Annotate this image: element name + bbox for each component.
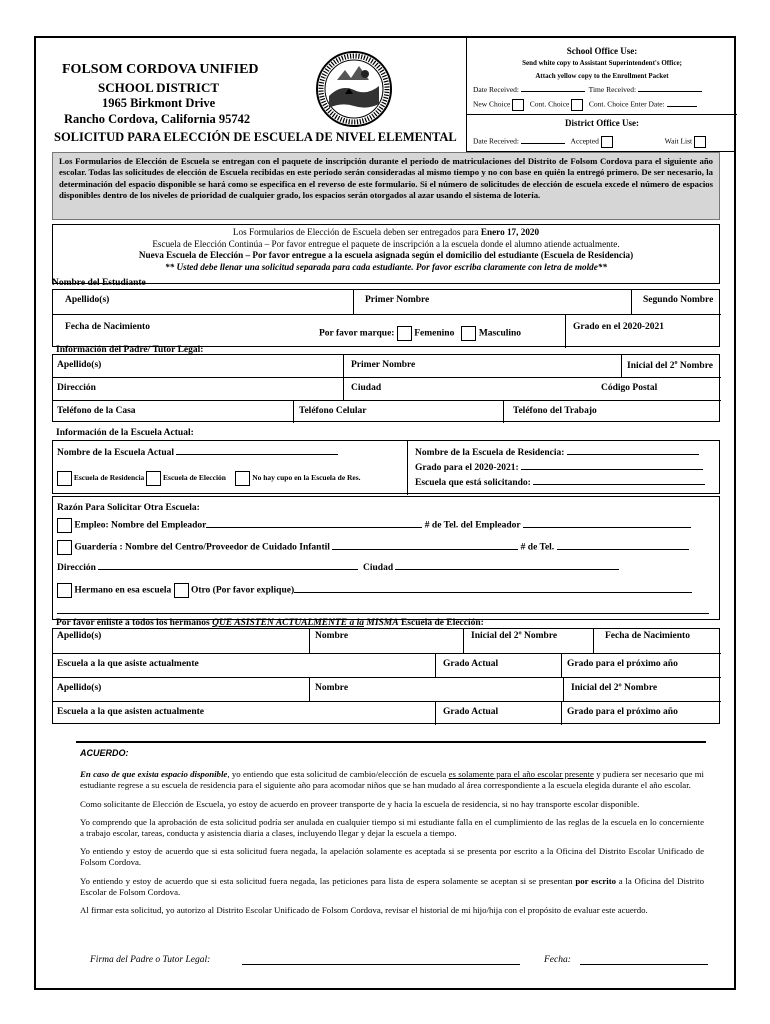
accepted-checkbox[interactable]	[601, 136, 613, 148]
requested-school-field[interactable]: Escuela que está solicitando:	[415, 478, 705, 488]
student-middle-name-field[interactable]: Segundo Nombre	[643, 295, 714, 305]
deadline-line: Los Formularios de Elección de Escuela deben ser entregados para Enero 17, 2020	[232, 227, 540, 237]
sibling2-grade-field[interactable]: Grado Actual	[443, 707, 499, 717]
sibling2-last-name-field[interactable]: Apellido(s)	[57, 683, 102, 693]
sibling-checkbox[interactable]	[57, 583, 72, 598]
no-space-checkbox[interactable]	[235, 471, 250, 486]
other-checkbox[interactable]	[174, 583, 189, 598]
office-use-title: School Office Use:	[566, 46, 638, 56]
signature-label: Firma del Padre o Tutor Legal:	[90, 955, 211, 965]
student-grade-field[interactable]: Grado en el 2020-2021	[573, 322, 665, 332]
sibling1-next-grade-field[interactable]: Grado para el próximo año	[567, 659, 678, 669]
cont-choice-checkbox[interactable]	[571, 99, 583, 111]
current-school-table	[52, 440, 720, 494]
daycare-address-row: Dirección Ciudad	[57, 563, 619, 573]
parent-zip-field[interactable]: Código Postal	[601, 383, 658, 393]
daycare-checkbox[interactable]	[57, 540, 72, 555]
daycare-name-field[interactable]	[332, 549, 518, 550]
sibling1-dob-field[interactable]: Fecha de Nacimiento	[605, 631, 690, 641]
separate-application-line: ** Usted debe llenar una solicitud separada para cada estudiante. Por favor escriba claramente con letra de molde**	[165, 261, 607, 272]
parent-section-title: Información del Padre/ Tutor Legal:	[56, 345, 204, 355]
sibling1-name-field[interactable]: Nombre	[315, 631, 349, 641]
student-last-name-field[interactable]: Apellido(s)	[65, 295, 110, 305]
form-page	[34, 36, 736, 990]
enrollment-notice: Los Formularios de Elección de Escuela se entregan con el paquete de inscripción durante el periodo de matriculaciones del Distrito de Folsom Cordova para el siguiente año escolar. Todas las solicitudes de elección de Escuela recibidas en este periodo serán consideradas al mismo tiempo y no con base en quién la entregó primero. De ser necesario, la determinación del espacio disponible se hará como se especifica en el reverso de este formulario. Si el número de solicitudes de elección de escuela excede el número de espacios disponibles dentro de los niveles de prioridad de cualquier grado, los espacios serán otorgados al azar usando el sistema de lotería.	[52, 152, 720, 220]
agreement-title: ACUERDO:	[80, 748, 129, 758]
agreement-top-rule	[76, 741, 706, 743]
reason-table	[52, 496, 720, 620]
agreement-paragraph-5: Yo entiendo y estoy de acuerdo que si esta solicitud fuera negada, las peticiones para lista de espera solamente se aceptan si se presentan por escrito a la Oficina del Distrito Escolar de Folsom Cordova.	[80, 875, 704, 897]
sibling1-school-field[interactable]: Escuela a la que asiste actualmente	[57, 659, 199, 669]
student-section-title: Nombre del Estudiante	[52, 278, 146, 288]
sibling1-last-name-field[interactable]: Apellido(s)	[57, 631, 102, 641]
date-received-field[interactable]: Date Received: Time Received:	[473, 85, 702, 94]
district-use-title: District Office Use:	[565, 118, 639, 128]
signature-line[interactable]	[242, 964, 520, 965]
office-use-note2: Attach yellow copy to the Enrollment Packet	[535, 72, 669, 80]
employer-name-field[interactable]	[206, 527, 422, 528]
choice-type-row: New Choice Cont. Choice Cont. Choice Enter Date:	[473, 99, 697, 111]
district-name: FOLSOM CORDOVA UNIFIED	[62, 62, 259, 77]
parent-last-name-field[interactable]: Apellido(s)	[57, 360, 102, 370]
parent-city-field[interactable]: Ciudad	[351, 383, 382, 393]
office-use-box	[466, 38, 736, 152]
parent-address-field[interactable]: Dirección	[57, 383, 96, 393]
agreement-paragraph-1: En caso de que exista espacio disponible, yo entiendo que esta solicitud de cambio/elección de escuela es solamente para el año escolar presente y pudiera ser necesario que mi estudiante regrese a su escuela de residencia para el siguiente año para acomodar niños que se han mudado al área correspondiente a la escuela elegida durante el año escolar.	[80, 769, 705, 791]
parent-middle-initial-field[interactable]: Inicial del 2$^o$ Nombre	[627, 360, 713, 372]
parent-first-name-field[interactable]: Primer Nombre	[351, 360, 416, 370]
wait-list-checkbox[interactable]	[694, 136, 706, 148]
female-checkbox[interactable]	[397, 326, 412, 341]
district-subtitle: SCHOOL DISTRICT	[98, 80, 220, 95]
office-use-note1: Send white copy to Assistant Superintendent's Office;	[522, 59, 682, 67]
district-city: Rancho Cordova, California 95742	[64, 112, 251, 126]
new-choice-checkbox[interactable]	[512, 99, 524, 111]
form-title: SOLICITUD PARA ELECCIÓN DE ESCUELA DE NIVEL ELEMENTAL	[54, 130, 457, 144]
instructions-box	[52, 224, 720, 284]
sibling1-grade-field[interactable]: Grado Actual	[443, 659, 499, 669]
school-type-row: Escuela de Residencia Escuela de Elección No hay cupo en la Escuela de Res.	[57, 471, 361, 486]
daycare-city-field[interactable]	[395, 569, 619, 570]
student-dob-field[interactable]: Fecha de Nacimiento	[65, 322, 150, 332]
agreement-paragraph-4: Yo entiendo y estoy de acuerdo que si esta solicitud fuera negada, la apelación solamente es aceptada si se presenta por escrito a la Oficina del Distrito Escolar Unificado de Folsom Cordova.	[80, 846, 704, 868]
student-table	[52, 289, 720, 347]
sibling2-school-field[interactable]: Escuela a la que asisten actualmente	[57, 707, 204, 717]
daycare-phone-field[interactable]	[557, 549, 689, 550]
agreement-paragraph-6: Al firmar esta solicitud, yo autorizo al Distrito Escolar Unificado de Folsom Cordova, revisar el historial de mi hijo/hija con el propósito de evaluar este acuerdo.	[80, 905, 648, 916]
sibling2-initial-field[interactable]: Inicial del 2º Nombre	[571, 683, 658, 693]
continuing-choice-line: Escuela de Elección Continúa – Por favor entregue el paquete de inscripción a la escuela donde el alumno atiende actualmente.	[152, 238, 620, 249]
residence-school-checkbox[interactable]	[57, 471, 72, 486]
agreement-paragraph-2: Como solicitante de Elección de Escuela, yo estoy de acuerdo en proveer transporte de y hacia la escuela de residencia, si no hay transporte escolar disponible.	[80, 798, 640, 809]
daycare-row: Guardería : Nombre del Centro/Proveedor de Cuidado Infantil # de Tel.	[57, 540, 689, 555]
current-school-section-title: Información de la Escuela Actual:	[56, 428, 194, 438]
agreement-section	[80, 748, 704, 916]
signature-date-label: Fecha:	[544, 955, 571, 965]
current-school-name-field[interactable]: Nombre de la Escuela Actual	[57, 448, 338, 458]
employment-checkbox[interactable]	[57, 518, 72, 533]
new-choice-line: Nueva Escuela de Elección – Por favor entregue a la escuela asignada según el domicilio del estudiante (Escuela de Residencia)	[138, 250, 634, 260]
reason-section-title: Razón Para Solicitar Otra Escuela:	[57, 503, 200, 513]
daycare-address-field[interactable]	[98, 569, 358, 570]
siblings-section-title: Por favor enliste a todos los hermanos QUE ASISTEN ACTUALMENTE a la MISMA Escuela de Elección:	[56, 618, 484, 628]
work-phone-field[interactable]: Teléfono del Trabajo	[513, 406, 597, 416]
agreement-paragraph-3: Yo comprendo que la aprobación de esta solicitud podría ser anulada en cualquier tiempo si mi estudiante falla en el cumplimiento de las reglas de la escuela en lo concerniente a trabajo escolar, tareas, conducta y asistencia diaria a clases, incluyendo llegar y dejar la escuela a tiempo.	[80, 816, 704, 839]
employer-phone-field[interactable]	[523, 527, 691, 528]
residence-school-name-field[interactable]: Nombre de la Escuela de Residencia:	[415, 448, 699, 458]
grade-for-year-field[interactable]: Grado para el 2020-2021:	[415, 463, 703, 473]
parent-table	[52, 354, 720, 422]
cell-phone-field[interactable]: Teléfono Celular	[299, 406, 367, 416]
choice-school-checkbox[interactable]	[146, 471, 161, 486]
gender-row: Por favor marque: Femenino Masculino	[319, 326, 521, 341]
employment-row: Empleo: Nombre del Empleador # de Tel. del Empleador	[57, 518, 691, 533]
signature-date-line[interactable]	[580, 964, 708, 965]
sibling2-name-field[interactable]: Nombre	[315, 683, 349, 693]
sibling2-next-grade-field[interactable]: Grado para el próximo año	[567, 707, 678, 717]
other-explanation-field[interactable]	[294, 592, 692, 593]
district-use-row: Date Received: Accepted Wait List	[473, 136, 706, 148]
home-phone-field[interactable]: Teléfono de la Casa	[57, 406, 136, 416]
other-reason-row: Hermano en esa escuela Otro (Por favor explique)	[57, 583, 692, 598]
district-seal-logo	[315, 50, 393, 128]
sibling1-initial-field[interactable]: Inicial del 2º Nombre	[471, 631, 558, 641]
siblings-table	[52, 628, 720, 724]
other-explanation-line[interactable]	[57, 613, 709, 614]
male-checkbox[interactable]	[461, 326, 476, 341]
student-first-name-field[interactable]: Primer Nombre	[365, 295, 430, 305]
district-address: 1965 Birkmont Drive	[102, 96, 216, 110]
